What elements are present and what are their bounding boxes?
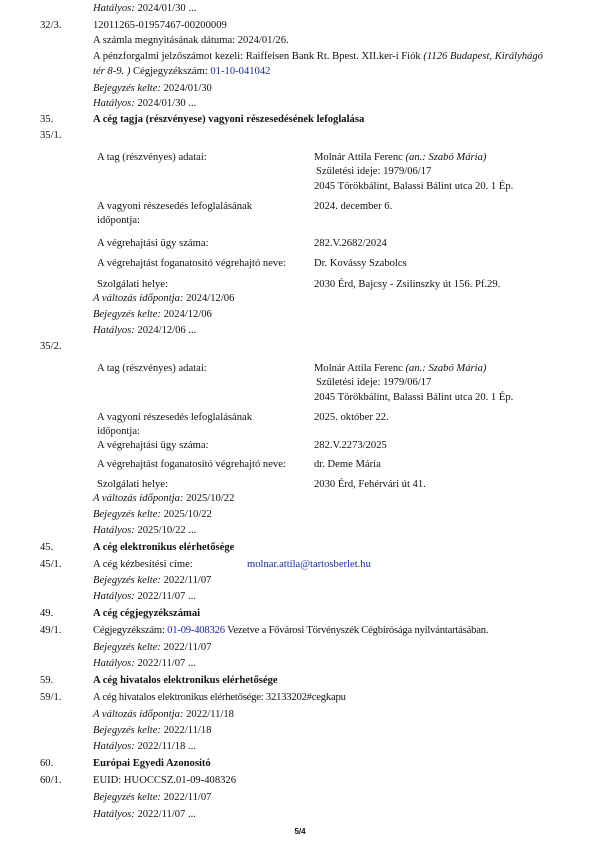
registration-date: Bejegyzés kelte: 2022/11/07	[93, 792, 212, 803]
section-title: A cég elektronikus elérhetősége	[93, 542, 235, 553]
field-label: A cég kézbesítési címe:	[93, 559, 193, 570]
field-label: A végrehajtási ügy száma:	[97, 440, 209, 451]
section-number: 45.	[40, 542, 54, 553]
field-label: Szolgálati helye:	[97, 479, 168, 490]
member-born: Születési ideje: 1979/06/17	[316, 377, 432, 388]
registration-date: Bejegyzés kelte: 2024/01/30	[93, 83, 212, 94]
change-date: A változás időpontja: 2025/10/22	[93, 493, 235, 504]
case-number: 282.V.2682/2024	[314, 238, 387, 249]
section-title: A cég tagja (részvényese) vagyoni részesedésének lefoglalása	[93, 114, 365, 125]
bank-line-2: tér 8-9. ) Cégjegyzékszám: 01-10-041042	[93, 66, 271, 77]
official-contact: A cég hivatalos elektronikus elérhetősége: 32133202#cegkapu	[93, 692, 346, 703]
bailiff-office: 2030 Érd, Bajcsy - Zsilinszky út 156. Pf.29.	[314, 279, 501, 290]
entry-number: 35/1.	[40, 130, 62, 141]
bailiff-office: 2030 Érd, Fehérvári út 41.	[314, 479, 426, 490]
effective-line: Hatályos: 2024/01/30 ...	[93, 98, 197, 109]
member-name: Molnár Attila Ferenc (an.: Szabó Mária)	[314, 363, 487, 374]
section-number: 35.	[40, 114, 54, 125]
section-title: A cég hivatalos elektronikus elérhetősége	[93, 675, 278, 686]
account-number: 12011265-01957467-00200009	[93, 20, 227, 31]
seizure-date: 2025. október 22.	[314, 412, 389, 423]
section-number: 59.	[40, 675, 54, 686]
effective-line: Hatályos: 2022/11/18 ...	[93, 741, 196, 752]
registration-date: Bejegyzés kelte: 2022/11/07	[93, 575, 212, 586]
section-number: 49.	[40, 608, 54, 619]
section-title: A cég cégjegyzékszámai	[93, 608, 201, 619]
registration-date: Bejegyzés kelte: 2022/11/18	[93, 725, 212, 736]
member-address: 2045 Törökbálint, Balassi Bálint utca 20. 1 Ép.	[314, 181, 514, 192]
effective-line: Hatályos: 2024/12/06 ...	[93, 325, 197, 336]
field-label: A tag (részvényes) adatai:	[97, 363, 207, 374]
field-label: A végrehajtási ügy száma:	[97, 238, 209, 249]
entry-number: 59/1.	[40, 692, 62, 703]
seizure-date: 2024. december 6.	[314, 201, 393, 212]
member-born: Születési ideje: 1979/06/17	[316, 166, 432, 177]
field-label: A végrehajtást foganatosító végrehajtó neve:	[97, 459, 286, 470]
field-label: A vagyoni részesedés lefoglalásának	[97, 201, 253, 212]
email-link[interactable]: molnar.attila@tartosberlet.hu	[247, 559, 371, 570]
registration-date: Bejegyzés kelte: 2024/12/06	[93, 309, 212, 320]
bailiff-name: dr. Deme Mária	[314, 459, 381, 470]
section-title: Európai Egyedi Azonosító	[93, 758, 211, 769]
field-label: időpontja:	[97, 426, 140, 437]
company-reg-line: Cégjegyzékszám: 01-09-408326 Vezetve a Fővárosi Törvényszék Cégbírósága nyilvántartásában.	[93, 625, 489, 636]
registration-date: Bejegyzés kelte: 2022/11/07	[93, 642, 212, 653]
bank-reg-link[interactable]: 01-10-041042	[210, 66, 271, 77]
account-opened: A számla megnyitásának dátuma: 2024/01/26.	[93, 35, 289, 46]
section-number: 60.	[40, 758, 54, 769]
field-label: A végrehajtást foganatosító végrehajtó neve:	[97, 258, 286, 269]
case-number: 282.V.2273/2025	[314, 440, 387, 451]
page-number: 5/4	[294, 827, 306, 836]
entry-number: 49/1.	[40, 625, 62, 636]
bailiff-name: Dr. Kovássy Szabolcs	[314, 258, 407, 269]
effective-line: Hatályos: 2022/11/07 ...	[93, 658, 196, 669]
effective-line: Hatályos: 2022/11/07 ...	[93, 591, 196, 602]
registration-date: Bejegyzés kelte: 2025/10/22	[93, 509, 212, 520]
entry-number: 32/3.	[40, 20, 62, 31]
bank-line: A pénzforgalmi jelzőszámot kezeli: Raiffeisen Bank Rt. Bpest. XII.ker-i Fiók (1126 Budapest, Királyhágó	[93, 51, 543, 62]
member-address: 2045 Törökbálint, Balassi Bálint utca 20. 1 Ép.	[314, 392, 514, 403]
effective-line: Hatályos: 2025/10/22 ...	[93, 525, 197, 536]
entry-number: 45/1.	[40, 559, 62, 570]
change-date: A változás időpontja: 2022/11/18	[93, 709, 234, 720]
field-label: időpontja:	[97, 215, 140, 226]
euid: EUID: HUOCCSZ.01-09-408326	[93, 775, 237, 786]
entry-number: 35/2.	[40, 341, 62, 352]
field-label: Szolgálati helye:	[97, 279, 168, 290]
member-name: Molnár Attila Ferenc (an.: Szabó Mária)	[314, 152, 487, 163]
change-date: A változás időpontja: 2024/12/06	[93, 293, 235, 304]
company-reg-link[interactable]: 01-09-408326	[167, 625, 225, 636]
effective-line: Hatályos: 2022/11/07 ...	[93, 809, 196, 820]
field-label: A vagyoni részesedés lefoglalásának	[97, 412, 253, 423]
entry-number: 60/1.	[40, 775, 62, 786]
effective-line: Hatályos: 2024/01/30 ...	[93, 3, 197, 14]
field-label: A tag (részvényes) adatai:	[97, 152, 207, 163]
